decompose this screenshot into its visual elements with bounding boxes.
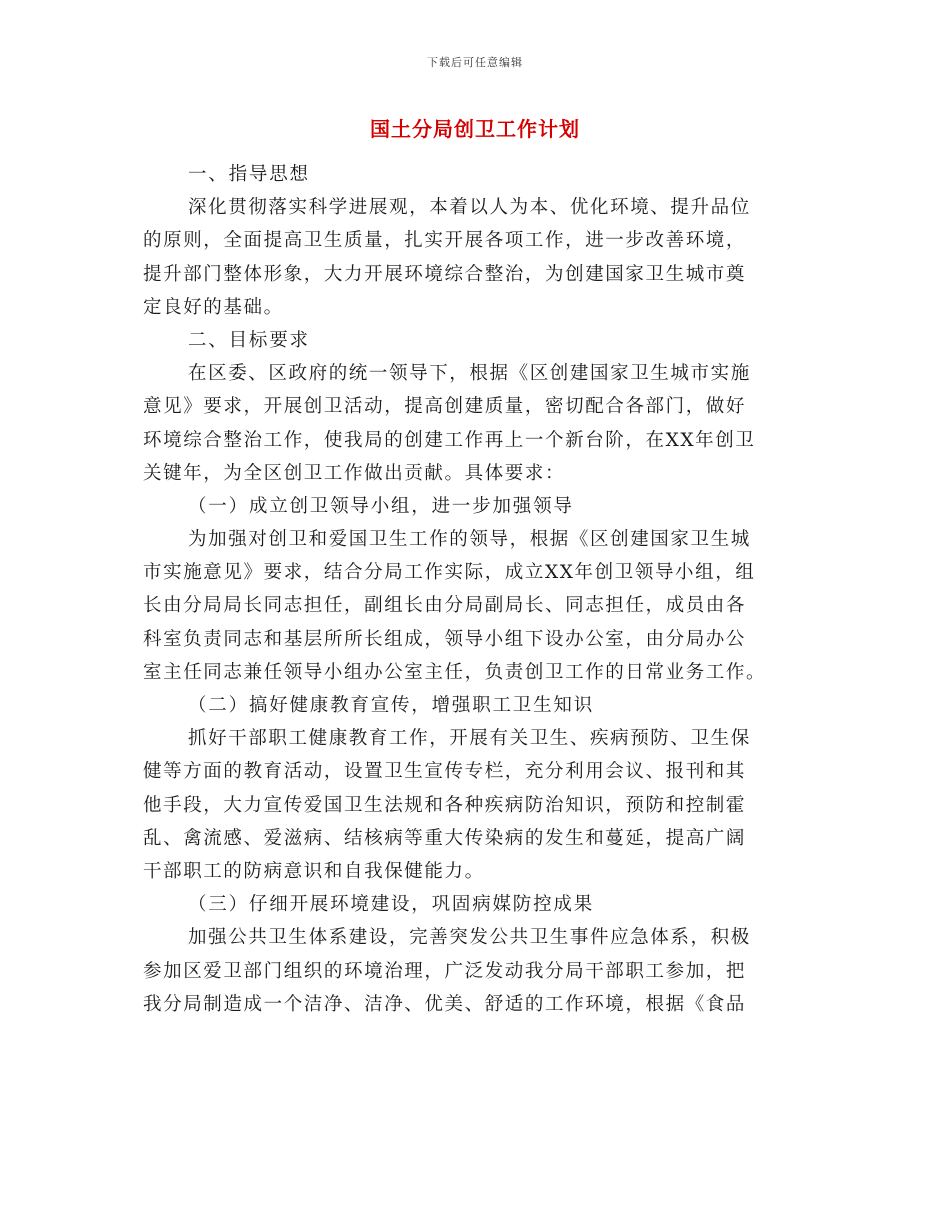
paragraph-line: 他手段，大力宣传爱国卫生法规和各种疾病防治知识，预防和控制霍 [143, 794, 747, 816]
paragraph-line: 意见》要求，开展创卫活动，提高创建质量，密切配合各部门，做好 [143, 396, 747, 418]
paragraph-line: 的原则，全面提高卫生质量，扎实开展各项工作，进一步改善环境， [143, 230, 747, 252]
paragraph-line: 为加强对创卫和爱国卫生工作的领导，根据《区创建国家卫生城 [188, 529, 751, 551]
paragraph-line: 深化贯彻落实科学进展观，本着以人为本、优化环境、提升品位 [188, 197, 751, 219]
paragraph-line: 乱、禽流感、爱滋病、结核病等重大传染病的发生和蔓延，提高广阔 [143, 827, 747, 849]
section-heading: 二、目标要求 [188, 329, 310, 351]
paragraph-line: 加强公共卫生体系建设，完善突发公共卫生事件应急体系，积极 [188, 927, 751, 949]
paragraph-line: 环境综合整治工作，使我局的创建工作再上一个新台阶，在XX年创卫 [143, 429, 756, 451]
paragraph-line: 抓好干部职工健康教育工作，开展有关卫生、疾病预防、卫生保 [188, 728, 751, 750]
section-heading: （一）成立创卫领导小组，进一步加强领导 [188, 495, 574, 517]
section-heading: （二）搞好健康教育宣传，增强职工卫生知识 [188, 695, 595, 716]
paragraph-line: 定良好的基础。 [143, 296, 284, 318]
document-body [143, 158, 803, 1021]
paragraph-line: 长由分局局长同志担任，副组长由分局副局长、同志担任，成员由各 [143, 595, 747, 617]
paragraph-line: 提升部门整体形象，大力开展环境综合整治，为创建国家卫生城市奠 [143, 263, 747, 285]
section-heading: 一、指导思想 [188, 164, 310, 185]
paragraph-line: 科室负责同志和基层所所长组成，领导小组下设办公室，由分局办公 [143, 628, 747, 650]
paragraph-line: 健等方面的教育活动，设置卫生宣传专栏，充分利用会议、报刊和其 [143, 761, 747, 783]
document-title: 国土分局创卫工作计划 [370, 117, 580, 141]
paragraph-line: 在区委、区政府的统一领导下，根据《区创建国家卫生城市实施 [188, 363, 751, 385]
header-note: 下载后可任意编辑 [427, 56, 523, 69]
paragraph-line: 室主任同志兼任领导小组办公室主任，负责创卫工作的日常业务工作。 [143, 661, 767, 683]
paragraph-line: 我分局制造成一个洁净、洁净、优美、舒适的工作环境，根据《食品 [143, 993, 747, 1015]
section-heading: （三）仔细开展环境建设，巩固病媒防控成果 [188, 894, 595, 916]
paragraph-line: 干部职工的防病意识和自我保健能力。 [143, 860, 485, 882]
paragraph-line: 参加区爱卫部门组织的环境治理，广泛发动我分局干部职工参加，把 [143, 960, 747, 982]
paragraph-line: 关键年，为全区创卫工作做出贡献。具体要求： [143, 462, 566, 484]
paragraph-line: 市实施意见》要求，结合分局工作实际，成立XX年创卫领导小组，组 [143, 562, 756, 584]
